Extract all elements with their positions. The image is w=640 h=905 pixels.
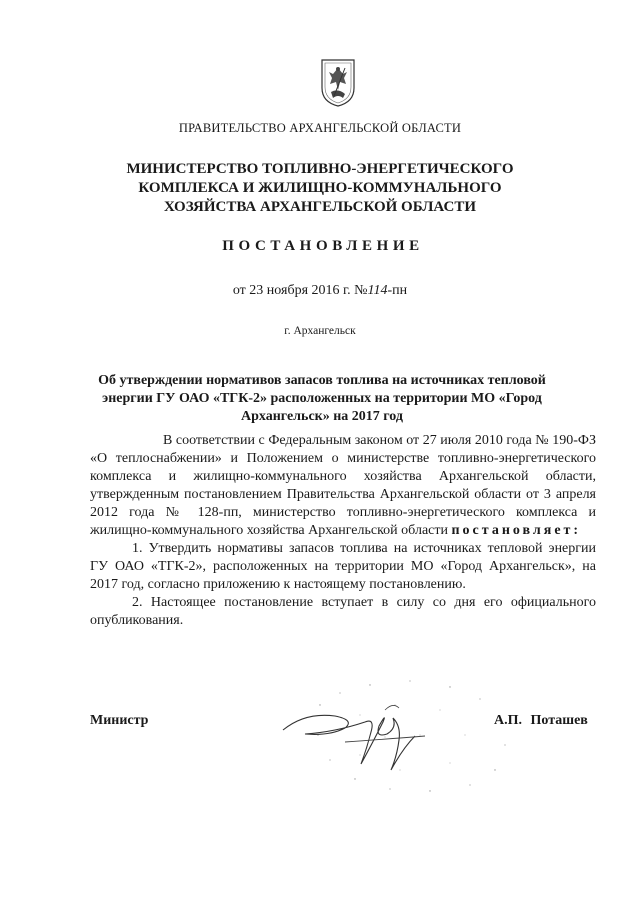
resolves-word: постановляет: [451,523,582,538]
clause-1: 1. Утвердить нормативы запасов топлива на источниках тепловой энергии ГУ ОАО «ТГК-2», расположенных на территории МО «Город Архангельск», на 2017 год, согласно приложению к настоящему постановлению. [90,541,596,592]
government-name: ПРАВИТЕЛЬСТВО АРХАНГЕЛЬСКОЙ ОБЛАСТИ [178,121,462,135]
ministry-line: КОМПЛЕКСА И ЖИЛИЩНО-КОММУНАЛЬНОГО [138,180,502,196]
document-type: ПОСТАНОВЛЕНИЕ [222,238,424,254]
decree-subject [92,372,552,426]
decree-number: 114 [367,283,388,298]
date-prefix: от 23 ноября 2016 г. № [232,283,368,298]
number-suffix: -пн [387,283,408,298]
decree-date-number [0,283,640,299]
ministry-line: МИНИСТЕРСТВО ТОПЛИВНО-ЭНЕРГЕТИЧЕСКОГО [126,161,514,177]
signatory-name: А.П. Поташев [494,713,588,728]
ministry-name [100,160,540,217]
subject-line: Об утверждении нормативов запасов топлива на источниках тепловой [98,373,546,388]
decree-body [90,432,596,630]
subject-line: Архангельск» на 2017 год [241,409,403,424]
city: г. Архангельск [284,325,356,337]
preamble-text: В соответствии с Федеральным законом от 27 июля 2010 года № 190-ФЗ «О теплоснабжении» и Положением о министерстве топливно-энергетического комплекса и жилищно-коммунального хозяйства Архангельской области, утвержденным постановлением Правительства Архангельской области от 3 апреля 2012 года № 128-пп, министерство топливно-энергетического комплекса и жилищно-коммунального хозяйства Архангельской области [90,433,596,538]
ministry-line: ХОЗЯЙСТВА АРХАНГЕЛЬСКОЙ ОБЛАСТИ [163,199,477,215]
coat-of-arms-icon [319,56,357,108]
signatory-position: Министр [90,713,149,728]
clause-2: 2. Настоящее постановление вступает в силу со дня его официального опубликования. [90,595,596,628]
subject-line: энергии ГУ ОАО «ТГК-2» расположенных на территории МО «Город [102,391,542,406]
preamble-paragraph [90,432,596,540]
signature-icon [275,682,490,787]
